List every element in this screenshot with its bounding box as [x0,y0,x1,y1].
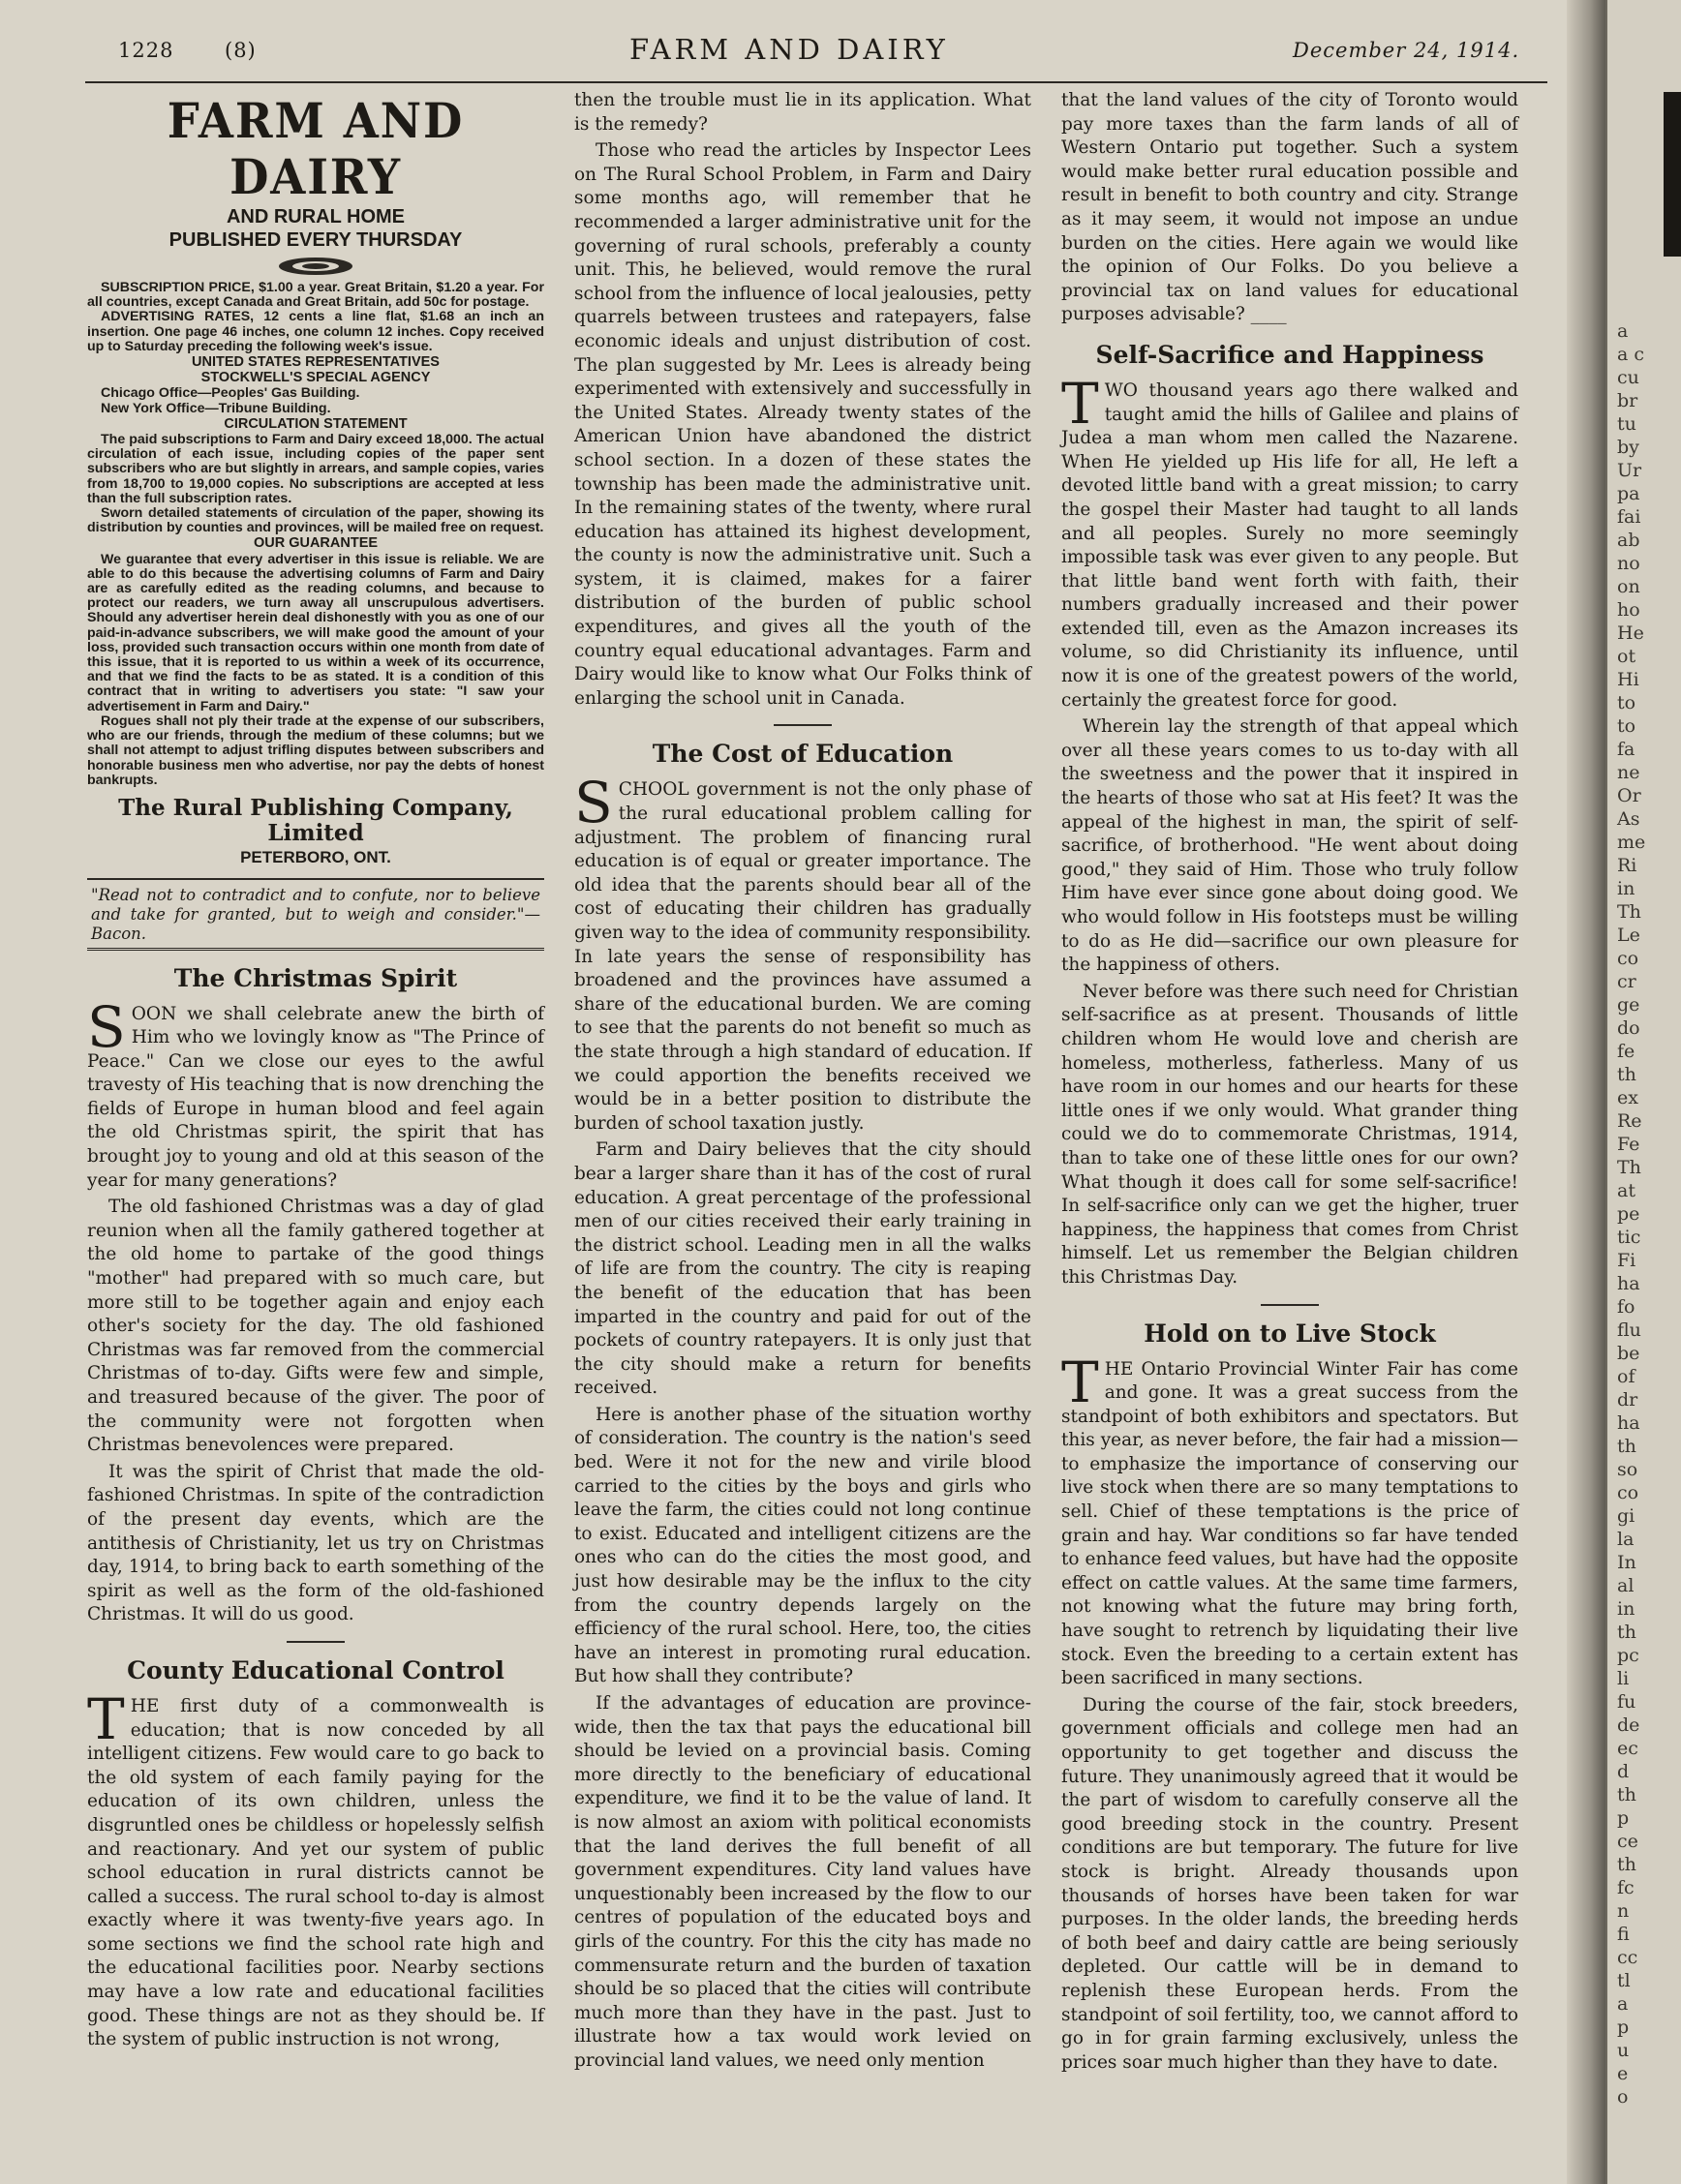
adjacent-page-fragment: to [1617,692,1636,713]
section-number: (8) [225,39,257,62]
adjacent-page-fragment: ot [1617,646,1636,667]
county-paragraph-1 [87,1685,544,2052]
adjacent-page-fragment: fi [1617,1924,1630,1945]
adjacent-page-fragment: fu [1617,1691,1636,1713]
adjacent-page-fragment: cu [1617,367,1639,388]
livestock-text-1: HE Ontario Provincial Winter Fair has come and gone. It was a great success from the standpoint of both exhibitors and spectators. But this year, as never before, the fair had a mission—to emphasize the importance of conserving our live stock when there are so many temptations to sell. Chief of these temptations is the price of grain and hay. War conditions so far have tended to enhance feed values, but have had the opposite effect on cattle values. At the same time farmers, not knowing what the future may bring forth, have sought to retrench by liquidating their live stock. Even the breeding to a certain extent has been sacrificed in many sections. [1061,1358,1518,1689]
adjacent-page-fragment: al [1617,1575,1635,1596]
adjacent-page-fragment: n [1617,1900,1630,1922]
adjacent-page-fragment: ab [1617,530,1640,551]
column-2 [574,89,1031,2077]
adjacent-page-fragment: o [1617,2086,1629,2108]
adjacent-page-fragment: Re [1617,1110,1642,1132]
county-text-1: HE first duty of a commonwealth is education; that is now conceded by all intelligent citizens. Few would care to go back to the old system of each family paying for the education of its own children, unless the disgruntled ones be childless or hopelessly selfish and reactionary. And yet our system of public school education in rural districts cannot be called a success. The rural school to-day is almost exactly where it was twenty-five years ago. In some sections we find the school rate high and the educational facilities poor. Nearby sections may have a low rate and educational facilities good. These things are not as they should be. If the system of public instruction is not wrong, [87,1695,544,2050]
adjacent-page-fragment: de [1617,1714,1640,1736]
newyork-office: New York Office—Tribune Building. [101,400,331,416]
running-header [0,31,1605,70]
publisher-name: The Rural Publishing Company, Limited [118,794,513,846]
county-paragraph-3: Those who read the articles by Inspector Lees on The Rural School Problem, in Farm and Dairy some months ago, will remember that he recommended a larger administrative unit for the governing of rural schools, preferably a county unit. This, he believed, would remove the rural school from the influence of local jealousies, petty quarrels between trustees and ratepayers, false economic ideals and unjust distribution of cost. The plan suggested by Mr. Lees is already being experimented with extensively and successfully in the United States. Already twenty states of the American Union have abandoned the district school section. In a dozen of these states the township has been made the administrative unit. In the remaining states of the twenty, where rural education has attained its highest development, the county is now the administrative unit. Such a system, it is claimed, makes for a fairer distribution of the burden of public school expenditures, and gives all the youth of the country equal educational advantages. Farm and Dairy would like to know what Our Folks think of enlarging the school unit in Canada. [574,140,1031,709]
publisher-location: PETERBORO, ONT. [240,847,391,866]
adjacent-page-fragment: th [1617,1064,1636,1085]
cost-paragraph-4: If the advantages of education are province-wide, then the tax that pays the educational bill should be levied on a provincial basis. Coming more directly to the beneficiary of educational expenditure, we find it to be the value of land. It is now almost an axiom with political economists that the land derives the full benefit of all government expenditures. City land values have unquestionably been increased by the flow to our centres of population of the educated boys and girls of the country. For this the city has made no commensurate return and the burden of taxation should be so placed that the cities will contribute much more than they have in the past. Just to illustrate how a tax would work levied on provincial land values, we need only mention [574,1693,1031,2071]
adjacent-page-fragment: ne [1617,762,1640,783]
sacrifice-text-1: WO thousand years ago there walked and taught amid the hills of Galilee and plains of Judea a man whom men called the Nazarene. When He yielded up His life for all, He left a devoted little band with a great mission; to carry the gospel their Master had taught to all lands and all peoples. Surely no more seemingly impossible task was ever given to any people. But that little band went forth with faith, their numbers gradually increased and their power extended till, even as the Amazon increases its volume, so did Christianity its influence, until now it is one of the greatest powers of the world, certainly the greatest force for good. [1061,379,1518,711]
guarantee-text-1: We guarantee that every advertiser in this issue is reliable. We are able to do this because the advertising columns of Farm and Dairy are as carefully edited as the reading columns, and because to protect our readers, we turn away all unscrupulous advertisers. Should any advertiser herein deal dishonestly with you as one of our paid-in-advance subscribers, we will make good the amount of your loss, provided such transaction occurs within one month from date of this issue, that it is reported to us within a week of its occurrence, and that we find the facts to be as stated. It is a condition of this contract that in writing to advertisers you state: "I saw your advertisement in Farm and Dairy." [87,551,544,714]
adjacent-page-image [1664,92,1681,257]
adjacent-page-fragment: flu [1617,1320,1641,1341]
drop-cap: T [1061,370,1099,437]
agency-name: STOCKWELL'S SPECIAL AGENCY [200,370,431,386]
drop-cap: T [1061,1349,1099,1415]
sacrifice-paragraph-2: Wherein lay the strength of that appeal which over all these years comes to us to-day with all the sweetness and the power that it inspired in the hearts of those who sat at His feet? It was the appeal of the highest in man, the spirit of self-sacrifice, of brotherhood. "He went about doing good," they said of Him. Those who truly follow Him have ever since gone about doing good. We who would follow in His footsteps must be willing to do as He did—sacrifice our own pleasure for the happiness of others. [1061,716,1518,976]
adjacent-page-fragment: of [1617,1366,1635,1387]
adjacent-page-fragment: la [1617,1529,1635,1550]
article-title-cost: The Cost of Education [652,740,954,769]
adjacent-page-fragment: Fe [1617,1134,1640,1155]
masthead-box [87,93,544,277]
adjacent-page-fragment: gi [1617,1505,1635,1527]
adjacent-page-fragment: Hi [1617,669,1639,690]
adjacent-page-fragment: in [1617,1598,1635,1620]
adjacent-page-fragment: ho [1617,599,1640,621]
christmas-paragraph-2: The old fashioned Christmas was a day of glad reunion when all the family gathered together at the old home to partake of the good things "mother" had prepared with so much care, but more still to be together again and enjoy each other's society for the day. The old fashioned Christmas was far removed from the commercial Christmas of to-day. Gifts were few and simple, and treasured because of the giver. The poor of the community were not forgotten when Christmas benevolences were prepared. [87,1197,544,1456]
article-title-sacrifice: Self-Sacrifice and Happiness [1095,340,1484,369]
adjacent-page-fragment: Fi [1617,1250,1636,1271]
page-spine [1567,0,1605,2184]
adjacent-page-fragment: fo [1617,1296,1635,1318]
cost-text-1: CHOOL government is not the only phase of the rural educational problem calling for adjustment. The problem of financing rural education is of equal or greater importance. The old idea that the parents should bear all of the cost of educating their children has gradually given way to the idea of community responsibility. In late years the sense of responsibility has broadened and the provinces have assumed a share of the educational burden. We are coming to see that the parents do not benefit so much as the state through a high standard of education. If we could apportion the benefits received we would be in a better position to distribute the burden of school taxation justly. [574,779,1031,1134]
county-paragraph-2: then the trouble must lie in its application. What is the remedy? [574,90,1031,135]
livestock-paragraph-2: During the course of the fair, stock breeders, government officials and college men had an opportunity to get together and discuss the future. They unanimously agreed that it would be the part of wisdom to carefully conserve all the good breeding stock in the country. Present conditions are but temporary. The future for live stock is bright. Already thousands upon thousands of horses have been taken for war purposes. In the older lands, the breeding herds of both beef and dairy cattle are being seriously depleted. Our cattle will be in demand to replenish these European herds. From the standpoint of soil fertility, too, we cannot afford to go in for grain farming exclusively, unless the prices soar much higher than they have to date. [1061,1694,1518,2073]
christmas-paragraph-3: It was the spirit of Christ that made the old-fashioned Christmas. In spite of the contradiction of the present day events, which are the antithesis of Christianity, let us try on Christmas day, 1914, to bring back to earth something of the spirit as well as the form of the old-fashioned Christmas. It will do us good. [87,1461,544,1625]
masthead-subtitle: AND RURAL HOME [226,206,406,228]
adjacent-page-fragment: As [1617,808,1640,830]
adjacent-page-fragment: tic [1617,1227,1641,1248]
adjacent-page-fragment: He [1617,622,1644,644]
advertising-info: ADVERTISING RATES, 12 cents a line flat, $1.68 an inch an insertion. One page 46 inches, one column 12 inches. Copy received up to Saturday preceding the following week's issue. [87,309,544,354]
header-rule [85,81,1547,83]
cost-paragraph-1 [574,770,1031,1136]
adjacent-page-fragment: th [1617,1436,1636,1457]
drop-cap: S [87,993,126,1060]
subscription-info: SUBSCRIPTION PRICE, $1.00 a year. Great Britain, $1.20 a year. For all countries, except Canada and Great Britain, add 50c for postage. [87,280,544,311]
adjacent-page-fragment: Le [1617,925,1640,946]
adjacent-page-fragment: ex [1617,1087,1638,1108]
adjacent-page-fragment: at [1617,1180,1635,1201]
adjacent-page-fragment: ha [1617,1412,1640,1434]
adjacent-page-fragment: fe [1617,1041,1635,1062]
page-number: 1228 [118,39,174,62]
adjacent-page-fragment: pe [1617,1203,1640,1225]
livestock-paragraph-1 [1061,1349,1518,1691]
adjacent-page-fragment: Ur [1617,460,1642,481]
adjacent-page-fragment: th [1617,1784,1636,1805]
adjacent-page-fragment: co [1617,1482,1639,1503]
adjacent-page-fragment: co [1617,948,1639,969]
adjacent-page-fragment: fa [1617,739,1635,760]
adjacent-page-fragment: on [1617,576,1640,597]
adjacent-page-fragment: by [1617,437,1639,458]
adjacent-page-fragment: fc [1617,1877,1635,1898]
section-divider [287,1641,345,1643]
adjacent-page-fragment: ce [1617,1831,1638,1852]
adjacent-page-fragment: a c [1617,344,1645,365]
adjacent-page-fragment: cr [1617,971,1636,992]
section-divider [774,724,832,726]
adjacent-page-fragment: Th [1617,1157,1641,1178]
adjacent-page-fragment: fai [1617,506,1641,528]
adjacent-page-fragment: th [1617,1622,1636,1643]
adjacent-page-fragment: ha [1617,1273,1640,1294]
guarantee-text-2: Rogues shall not ply their trade at the expense of our subscribers, who are our friends, through the medium of these columns; but we shall not attempt to adjust trifling disputes between subscribers and honorable business men who advertise, nor pay the debts of honest bankrupts. [87,713,544,788]
adjacent-page-fragment: p [1617,2017,1630,2038]
christmas-text-1: OON we shall celebrate anew the birth of Him who we lovingly know as "The Prince of Peace." Can we close our eyes to the awful travesty of His teaching that is now drenching the fields of Europe in human blood and feel again the old Christmas spirit, the spirit that has brought joy to young and old at this season of the year for many generations? [87,1003,544,1191]
christmas-paragraph-1 [87,993,544,1194]
adjacent-page-fragment: th [1617,1854,1636,1875]
masthead-frequency: PUBLISHED EVERY THURSDAY [168,229,463,251]
adjacent-page-fragment: p [1617,1807,1630,1829]
circulation-text-1: The paid subscriptions to Farm and Dairy exceed 18,000. The actual circulation of each issue, including copies of the paper sent subscribers who are but slightly in arrears, and sample copies, varies from 18,700 to 19,000 copies. No subscriptions are accepted at less than the full subscription rates. [87,432,544,506]
adjacent-page-fragment: do [1617,1017,1640,1039]
adjacent-page-fragment: cc [1617,1947,1638,1968]
adjacent-page-fragment: Th [1617,901,1641,923]
adjacent-page-edge [1607,0,1681,2184]
adjacent-page-fragment: In [1617,1552,1636,1573]
section-divider [1261,1304,1319,1306]
adjacent-page-fragment: br [1617,390,1638,411]
article-title-livestock: Hold on to Live Stock [1144,1319,1436,1348]
adjacent-page-fragment: li [1617,1668,1630,1689]
adjacent-page-fragment: Or [1617,785,1641,806]
adjacent-page-fragment: pa [1617,483,1640,504]
adjacent-page-fragment: in [1617,878,1635,899]
sacrifice-paragraph-1 [1061,370,1518,713]
guarantee-heading: OUR GUARANTEE [253,535,379,552]
circulation-text-2: Sworn detailed statements of circulation of the paper, showing its distribution by counties and provinces, will be mailed free on request. [87,505,544,536]
us-reps-heading: UNITED STATES REPRESENTATIVES [192,354,440,371]
bacon-quote: "Read not to contradict and to confute, nor to believe and take for granted, but to weigh and consider."—Bacon. [87,878,544,951]
drop-cap: T [87,1685,125,1752]
adjacent-page-fragment: so [1617,1459,1638,1480]
running-masthead: FARM AND DAIRY [629,33,949,66]
adjacent-page-fragment: ec [1617,1738,1638,1759]
adjacent-page-fragment: e [1617,2063,1629,2084]
adjacent-page-fragment: me [1617,832,1646,853]
adjacent-page-fragment: u [1617,2040,1630,2061]
drop-cap: S [574,770,613,836]
sacrifice-paragraph-3: Never before was there such need for Christian self-sacrifice as at present. Thousands of little children whom He would love and cherish are homeless, motherless, fatherless. Many of us have room in our homes and our hearts for these little ones if we only would. What grander thing could we do to commemorate Christmas, 1914, than to take one of these little ones for our own? What though it does call for some self-sacrifice! In self-sacrifice only can we get the higher, truer happiness, the happiness that comes from Christ himself. Let us remember the Belgian children this Christmas Day. [1061,981,1518,1288]
cost-paragraph-5: that the land values of the city of Toronto would pay more taxes than the farm lands of all of Western Ontario put together. Such a system would make better rural education possible and result in benefit to both country and city. Strange as it may seem, it would not impose an undue burden on the cities. Here again we would like the opinion of Our Folks. Do you believe a provincial tax on land values for educational purposes advisable? ____ [1061,90,1518,325]
adjacent-page-fragment: no [1617,553,1640,574]
issue-date: December 24, 1914. [1293,39,1520,62]
adjacent-page-fragment: dr [1617,1389,1638,1410]
article-title-christmas: The Christmas Spirit [173,963,458,992]
adjacent-page-fragment: d [1617,1761,1630,1782]
adjacent-page-fragment: a [1617,320,1629,342]
adjacent-page-fragment: ge [1617,994,1640,1016]
article-title-county: County Educational Control [127,1655,504,1684]
circulation-heading: CIRCULATION STATEMENT [224,415,408,432]
chicago-office: Chicago Office—Peoples' Gas Building. [101,385,360,402]
adjacent-page-fragment: to [1617,715,1636,737]
publication-info [87,281,544,788]
column-3 [1061,89,1518,2078]
adjacent-page-fragment: Ri [1617,855,1637,876]
ornament-icon [277,256,354,277]
adjacent-page-fragment: be [1617,1343,1640,1364]
adjacent-page-fragment: a [1617,1993,1629,2015]
adjacent-page-fragment: tu [1617,413,1636,435]
cost-paragraph-3: Here is another phase of the situation worthy of consideration. The country is the nation's seed bed. Were it not for the new and virile blood carried to the cities by the boys and girls who leave the farm, the cities could not long continue to exist. Educated and intelligent citizens are the ones who can do the cities the most good, and just how desirable may be the influx to the city from the country depends largely on the efficiency of the rural school. Here, too, the cities have an interest in promoting rural education. But how shall they contribute? [574,1404,1031,1687]
masthead-title: FARM AND DAIRY [167,92,465,205]
column-1 [87,89,544,2055]
adjacent-page-fragment: tl [1617,1970,1631,1991]
adjacent-page-fragment: pc [1617,1645,1639,1666]
cost-paragraph-2: Farm and Dairy believes that the city should bear a larger share than it has of the cost of rural education. A great percentage of the professional men of our cities received their early training in the district school. Leading men in all the walks of life are from the country. The city is reaping the benefit of the education that has been imparted in the country and paid for out of the pockets of country ratepayers. It is only just that the city should make a return for benefits received. [574,1139,1031,1399]
